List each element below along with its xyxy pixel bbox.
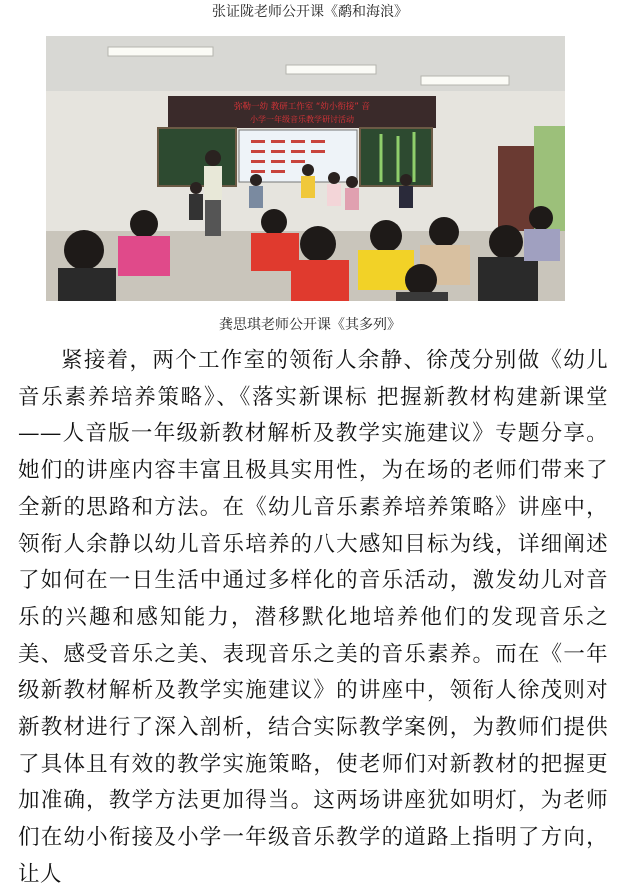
classroom-scene-image [46, 36, 565, 301]
banner-text-line2: 小学一年级音乐教学研讨活动 [250, 115, 354, 124]
banner-text-line1: 弥勒一幼 教研工作室 “幼小衔接” 音 [234, 102, 370, 112]
ceiling-light [286, 65, 376, 74]
left-chalkboard [158, 128, 236, 186]
classroom-photo [46, 36, 565, 301]
ceiling-light [108, 47, 213, 56]
teacher-figure [204, 150, 222, 236]
right-chalkboard [360, 128, 432, 186]
body-paragraph: 紧接着，两个工作室的领衔人余静、徐茂分别做《幼儿音乐素养培养策略》、《落实新课标 把握新教材构建新课堂——人音版一年级新教材解析及教学实施建议》专题分享。她们的讲座内容丰富且极具实用性，为在场的老师们带来了全新的思路和方法。在《幼儿音乐素养培养策略》讲座中，领衔人余静以幼儿音乐培养的八大感知目标为线，详细阐述了如何在一日生活中通过多样化的音乐活动，激发幼儿对音乐的兴趣和感知能力，潜移默化地培养他们的发现音乐之美、感受音乐之美、表现音乐之美的音乐素养。而在《一年级新教材解析及教学实施建议》的讲座中，领衔人徐茂则对新教材进行了深入剖析，结合实际教学案例，为教师们提供了具体且有效的教学实施策略，使老师们对新教材的把握更加准确，教学方法更加得当。这两场讲座犹如明灯，为老师们在幼小衔接及小学一年级音乐教学的道路上指明了方向，让人 [18, 348, 608, 887]
photo-caption-bottom: 龚思琪老师公开课《其多列》 [219, 317, 401, 333]
photo-caption-top: 张证陇老师公开课《鹬和海浪》 [212, 4, 408, 20]
ceiling-light [421, 76, 509, 85]
